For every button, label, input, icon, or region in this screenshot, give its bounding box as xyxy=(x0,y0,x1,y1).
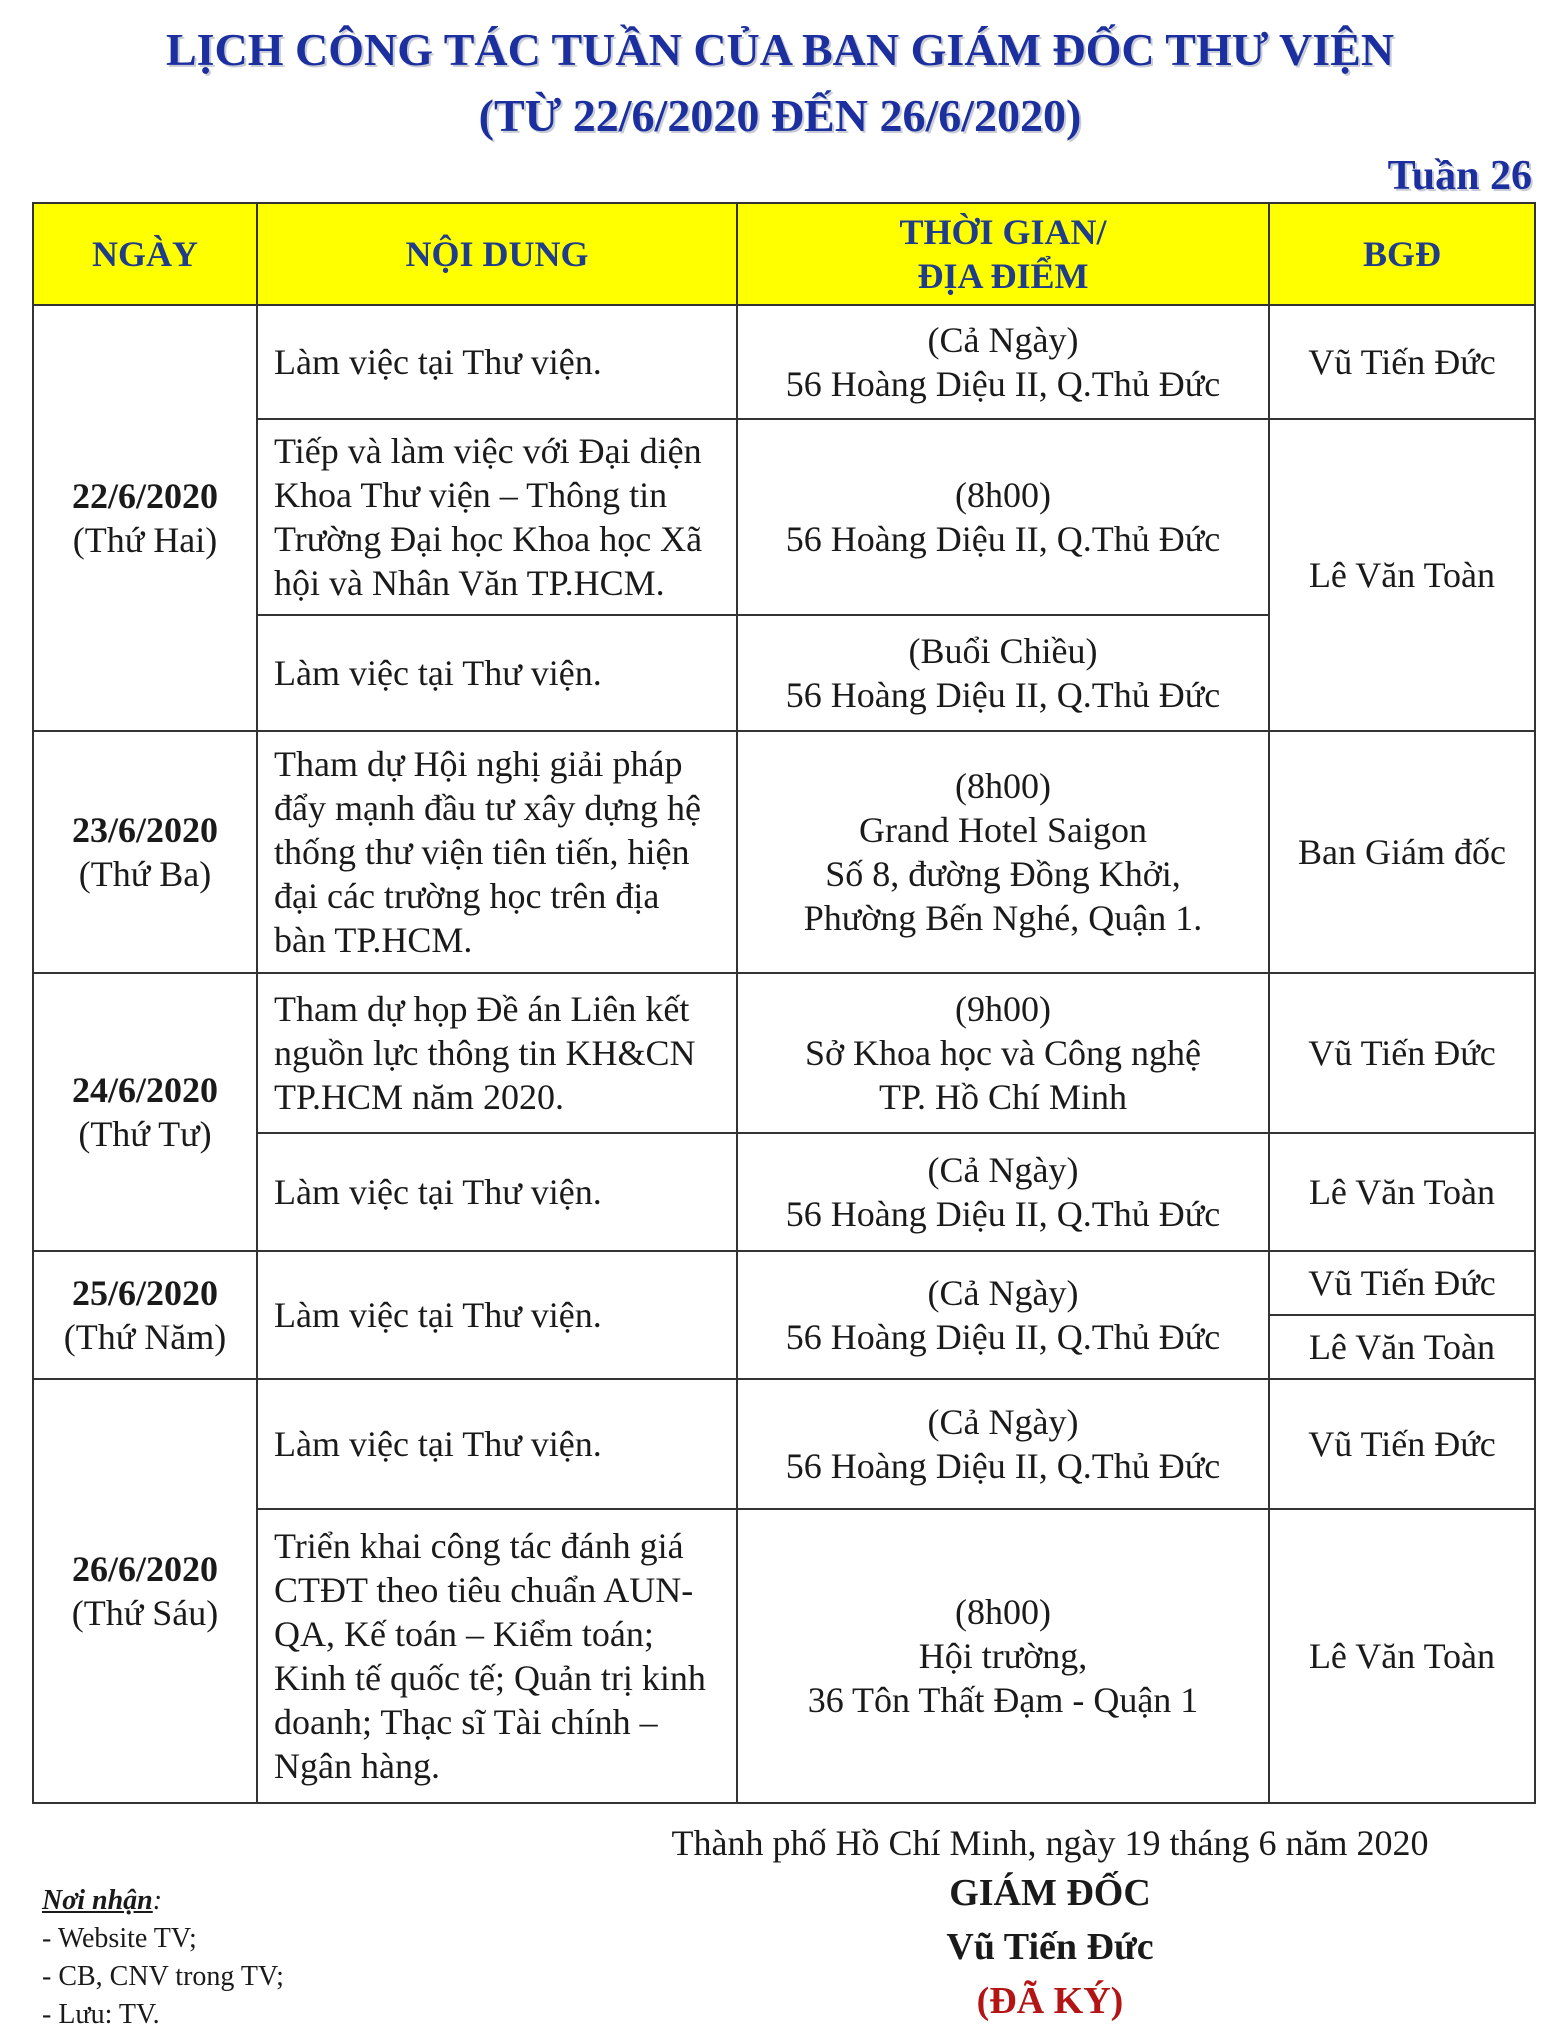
bgd-cell xyxy=(1269,1251,1535,1379)
place-line: 36 Tôn Thất Đạm - Quận 1 xyxy=(807,1680,1199,1720)
place-line: (Cả Ngày) xyxy=(927,1150,1079,1190)
day-cell xyxy=(33,973,257,1251)
place-line: 56 Hoàng Diệu II, Q.Thủ Đức xyxy=(785,1317,1221,1357)
place-line: 56 Hoàng Diệu II, Q.Thủ Đức xyxy=(785,364,1221,404)
bgd-cell: Lê Văn Toàn xyxy=(1269,1133,1535,1251)
signed-stamp: (ĐÃ KÝ) xyxy=(976,1980,1124,2022)
header-row xyxy=(33,203,1535,305)
bgd-cell: Vũ Tiến Đức xyxy=(1269,1379,1535,1509)
content-cell xyxy=(257,1379,737,1509)
header-date: NGÀY xyxy=(33,203,257,305)
content-cell xyxy=(257,1133,737,1251)
schedule-table xyxy=(32,202,1536,1804)
place-cell xyxy=(737,1133,1269,1251)
recipients-label: Nơi nhận xyxy=(42,1885,153,1916)
table-row xyxy=(33,419,1535,615)
table-row xyxy=(33,1379,1535,1509)
content-cell xyxy=(257,1509,737,1803)
place-cell xyxy=(737,419,1269,615)
table-row xyxy=(33,1133,1535,1251)
content-line: Trường Đại học Khoa học Xã xyxy=(274,519,703,559)
bgd-name: Lê Văn Toàn xyxy=(1270,1314,1534,1378)
content-line: Tham dự Hội nghị giải pháp xyxy=(274,744,683,784)
place-cell xyxy=(737,1251,1269,1379)
header-bgd: BGĐ xyxy=(1269,203,1535,305)
content-cell xyxy=(257,615,737,731)
content-line: Làm việc tại Thư viện. xyxy=(274,653,602,693)
content-line: đại các trường học trên địa xyxy=(274,876,660,916)
table-row xyxy=(33,731,1535,973)
content-line: hội và Nhân Văn TP.HCM. xyxy=(274,563,665,603)
place-line: 56 Hoàng Diệu II, Q.Thủ Đức xyxy=(785,675,1221,715)
place-line: (Cả Ngày) xyxy=(927,1273,1079,1313)
day-cell xyxy=(33,731,257,973)
bgd-cell: Lê Văn Toàn xyxy=(1269,419,1535,731)
header-time-place xyxy=(737,203,1269,305)
content-line: Làm việc tại Thư viện. xyxy=(274,1424,602,1464)
place-cell xyxy=(737,1509,1269,1803)
recipient-item: - Lưu: TV. xyxy=(42,1999,160,2030)
recipients-colon: : xyxy=(152,1885,163,1916)
day-date: 22/6/2020 xyxy=(71,476,218,516)
place-line: (Cả Ngày) xyxy=(927,320,1079,360)
day-cell xyxy=(33,1251,257,1379)
content-line: Tiếp và làm việc với Đại diện xyxy=(274,431,702,471)
signer-name: Vũ Tiến Đức xyxy=(946,1926,1154,1968)
content-line: QA, Kế toán – Kiểm toán; xyxy=(274,1614,654,1654)
bgd-cell: Ban Giám đốc xyxy=(1269,731,1535,973)
place-line: TP. Hồ Chí Minh xyxy=(878,1077,1128,1117)
place-cell xyxy=(737,731,1269,973)
place-line: Sở Khoa học và Công nghệ xyxy=(805,1033,1201,1073)
content-cell xyxy=(257,1251,737,1379)
place-line: (8h00) xyxy=(955,475,1051,515)
place-line: 56 Hoàng Diệu II, Q.Thủ Đức xyxy=(785,519,1221,559)
header-time: THỜI GIAN/ xyxy=(899,212,1107,252)
table-row xyxy=(33,1509,1535,1803)
bgd-cell: Lê Văn Toàn xyxy=(1269,1509,1535,1803)
day-weekday: (Thứ Hai) xyxy=(72,520,218,560)
day-weekday: (Thứ Tư) xyxy=(78,1114,212,1154)
table-row xyxy=(33,305,1535,419)
day-cell xyxy=(33,1379,257,1803)
table-row xyxy=(33,973,1535,1133)
day-weekday: (Thứ Năm) xyxy=(63,1317,227,1357)
content-line: Ngân hàng. xyxy=(274,1746,440,1786)
header-place: ĐỊA ĐIỂM xyxy=(917,256,1089,296)
day-weekday: (Thứ Sáu) xyxy=(71,1593,219,1633)
day-weekday: (Thứ Ba) xyxy=(78,854,212,894)
content-line: TP.HCM năm 2020. xyxy=(274,1077,565,1117)
bgd-cell: Vũ Tiến Đức xyxy=(1269,973,1535,1133)
content-line: Tham dự họp Đề án Liên kết xyxy=(274,989,690,1029)
content-line: doanh; Thạc sĩ Tài chính – xyxy=(274,1702,658,1742)
content-cell xyxy=(257,973,737,1133)
place-line: Phường Bến Nghé, Quận 1. xyxy=(803,898,1203,938)
content-cell xyxy=(257,731,737,973)
document-title: LỊCH CÔNG TÁC TUẦN CỦA BAN GIÁM ĐỐC THƯ VIỆN xyxy=(165,24,1395,75)
signer-position: GIÁM ĐỐC xyxy=(949,1872,1151,1914)
content-line: Làm việc tại Thư viện. xyxy=(274,1172,602,1212)
content-line: Làm việc tại Thư viện. xyxy=(274,1295,602,1335)
place-line: (8h00) xyxy=(955,1592,1051,1632)
content-line: CTĐT theo tiêu chuẩn AUN- xyxy=(274,1570,694,1610)
content-cell xyxy=(257,305,737,419)
header-content: NỘI DUNG xyxy=(257,203,737,305)
day-cell xyxy=(33,305,257,731)
day-date: 24/6/2020 xyxy=(71,1070,218,1110)
bgd-cell: Vũ Tiến Đức xyxy=(1269,305,1535,419)
place-line: (Buổi Chiều) xyxy=(908,631,1098,671)
place-line: (9h00) xyxy=(955,989,1051,1029)
recipient-item: - Website TV; xyxy=(42,1923,197,1954)
place-line: (Cả Ngày) xyxy=(927,1402,1079,1442)
content-cell xyxy=(257,419,737,615)
day-date: 26/6/2020 xyxy=(71,1549,218,1589)
signature-block xyxy=(760,1866,1340,2028)
place-line: Hội trường, xyxy=(918,1636,1088,1676)
content-line: Khoa Thư viện – Thông tin xyxy=(274,475,668,515)
content-line: nguồn lực thông tin KH&CN xyxy=(274,1033,696,1073)
day-date: 25/6/2020 xyxy=(71,1273,218,1313)
day-date: 23/6/2020 xyxy=(71,810,218,850)
place-line: Số 8, đường Đồng Khởi, xyxy=(825,854,1181,894)
bgd-name: Vũ Tiến Đức xyxy=(1308,1263,1496,1303)
content-line: thống thư viện tiên tiến, hiện xyxy=(274,832,690,872)
document-subtitle-date-range: (TỪ 22/6/2020 ĐẾN 26/6/2020) xyxy=(478,90,1082,141)
week-label: Tuần 26 xyxy=(1387,153,1532,199)
content-line: Làm việc tại Thư viện. xyxy=(274,342,602,382)
place-cell xyxy=(737,973,1269,1133)
place-line: Grand Hotel Saigon xyxy=(859,810,1147,850)
place-line: 56 Hoàng Diệu II, Q.Thủ Đức xyxy=(785,1194,1221,1234)
recipient-item: - CB, CNV trong TV; xyxy=(42,1961,284,1992)
city-date-line: Thành phố Hồ Chí Minh, ngày 19 tháng 6 năm 2020 xyxy=(671,1823,1429,1863)
content-line: Triển khai công tác đánh giá xyxy=(274,1526,684,1566)
place-cell xyxy=(737,615,1269,731)
place-line: (8h00) xyxy=(955,766,1051,806)
recipients-block xyxy=(42,1882,284,2034)
content-line: Kinh tế quốc tế; Quản trị kinh xyxy=(274,1658,706,1698)
place-line: 56 Hoàng Diệu II, Q.Thủ Đức xyxy=(785,1446,1221,1486)
place-cell xyxy=(737,1379,1269,1509)
table-row xyxy=(33,1251,1535,1379)
content-line: đẩy mạnh đầu tư xây dựng hệ xyxy=(274,788,701,828)
content-line: bàn TP.HCM. xyxy=(274,920,473,960)
place-cell xyxy=(737,305,1269,419)
